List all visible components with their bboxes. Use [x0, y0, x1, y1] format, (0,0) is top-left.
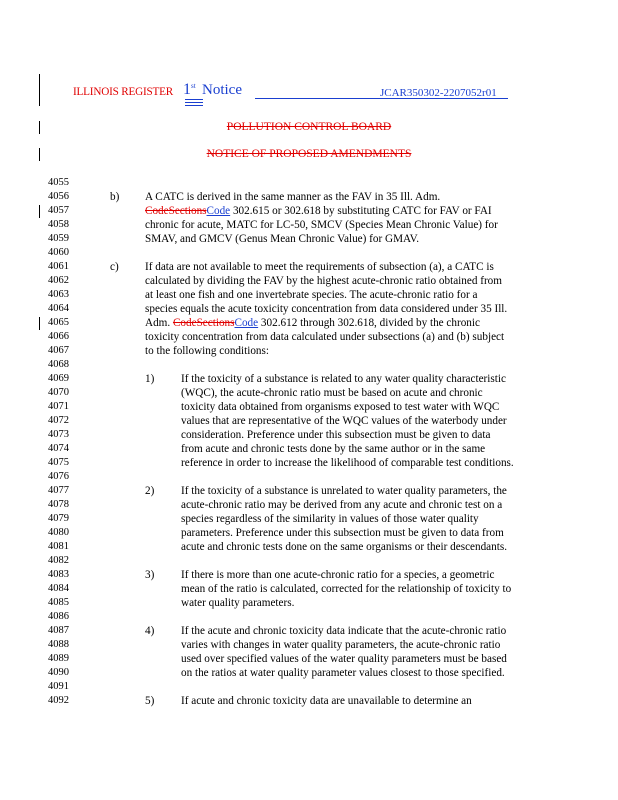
- item-line: consideration. Preference under this subsection must be given to data: [181, 429, 491, 441]
- line-number: 4064: [48, 303, 69, 314]
- item-line: on the ratios at water quality parameter values closest to those specified.: [181, 667, 505, 679]
- item-line: water quality parameters.: [181, 597, 295, 609]
- item-line: from acute and chronic tests done by the same author or in the same: [181, 443, 486, 455]
- item-label: 5): [145, 695, 155, 707]
- line-number: 4073: [48, 429, 69, 440]
- line-number: 4062: [48, 275, 69, 286]
- line-number: 4058: [48, 219, 69, 230]
- notice-label: Notice: [202, 82, 242, 98]
- change-bar: [39, 74, 40, 106]
- double-underline: [185, 99, 203, 100]
- item-line: acute and chronic tests done on the same organisms or their descendants.: [181, 541, 507, 553]
- register-number: 1st: [183, 81, 196, 98]
- line-number: 4077: [48, 485, 69, 496]
- line-number: 4080: [48, 527, 69, 538]
- line-number: 4086: [48, 611, 69, 622]
- item-line: If the toxicity of a substance is related to any water quality characteristic: [181, 373, 506, 385]
- item-line: mean of the ratio is calculated, corrected for the relationship of toxicity to: [181, 583, 512, 595]
- item-line: acute-chronic ratio may be derived from any acute and chronic test on a: [181, 499, 503, 511]
- line-number: 4091: [48, 681, 69, 692]
- item-line: If the acute and chronic toxicity data indicate that the acute-chronic ratio: [181, 625, 507, 637]
- line-number: 4065: [48, 317, 69, 328]
- item-label: 4): [145, 625, 155, 637]
- item-line: parameters. Preference under this subsection must be given to data from: [181, 527, 504, 539]
- subsection-b-line: A CATC is derived in the same manner as the FAV in 35 Ill. Adm.: [145, 191, 441, 203]
- item-line: used over specified values of the water quality parameters must be based: [181, 653, 507, 665]
- line-number: 4067: [48, 345, 69, 356]
- subsection-c-line: to the following conditions:: [145, 345, 269, 357]
- subsection-c-line: If data are not available to meet the requirements of subsection (a), a CATC is: [145, 261, 494, 273]
- line-number: 4060: [48, 247, 69, 258]
- subsection-c-line: Adm. CodeSectionsCode 302.612 through 302.618, divided by the chronic: [145, 317, 480, 329]
- line-number: 4071: [48, 401, 69, 412]
- line-number: 4084: [48, 583, 69, 594]
- line-number: 4072: [48, 415, 69, 426]
- subsection-b-line: chronic for acute, MATC for LC-50, SMCV (Species Mean Chronic Value) for: [145, 219, 498, 231]
- subsection-c-line: species equals the acute toxicity concentration from data considered under 35 Ill.: [145, 303, 508, 315]
- line-number: 4092: [48, 695, 69, 706]
- line-number: 4063: [48, 289, 69, 300]
- subsection-c-line: toxicity concentration from data calculated under subsections (a) and (b) subject: [145, 331, 505, 343]
- line-number: 4059: [48, 233, 69, 244]
- line-number: 4056: [48, 191, 69, 202]
- item-line: reference in order to increase the likelihood of comparable test conditions.: [181, 457, 514, 469]
- change-bar: [39, 205, 40, 218]
- subsection-c-label: c): [110, 261, 119, 273]
- line-number: 4087: [48, 625, 69, 636]
- double-underline: [185, 102, 203, 103]
- double-underline: [185, 105, 203, 106]
- item-label: 3): [145, 569, 155, 581]
- item-label: 2): [145, 485, 155, 497]
- line-number: 4089: [48, 653, 69, 664]
- board-title: POLLUTION CONTROL BOARD: [226, 121, 392, 133]
- change-bar: [39, 317, 40, 330]
- item-line: species regardless of the similarity in values of those water quality: [181, 513, 479, 525]
- item-line: If there is more than one acute-chronic ratio for a species, a geometric: [181, 569, 495, 581]
- line-number: 4074: [48, 443, 69, 454]
- item-line: (WQC), the acute-chronic ratio must be based on acute and chronic: [181, 387, 483, 399]
- line-number: 4081: [48, 541, 69, 552]
- item-label: 1): [145, 373, 155, 385]
- item-line: values that are representative of the WQC values of the waterbody under: [181, 415, 507, 427]
- line-number: 4068: [48, 359, 69, 370]
- line-number: 4075: [48, 457, 69, 468]
- line-number: 4090: [48, 667, 69, 678]
- item-line: varies with changes in water quality parameters, the acute-chronic ratio: [181, 639, 501, 651]
- jcar-code: JCAR350302-2207052r01: [380, 87, 497, 99]
- subsection-b-label: b): [110, 191, 120, 203]
- notice-title: NOTICE OF PROPOSED AMENDMENTS: [206, 148, 412, 160]
- line-number: 4055: [48, 177, 69, 188]
- register-title: ILLINOIS REGISTER: [73, 86, 174, 98]
- item-line: toxicity data obtained from organisms exposed to test water with WQC: [181, 401, 500, 413]
- line-number: 4070: [48, 387, 69, 398]
- line-number: 4085: [48, 597, 69, 608]
- line-number: 4061: [48, 261, 69, 272]
- subsection-b-line: CodeSectionsCode 302.615 or 302.618 by substituting CATC for FAV or FAI: [145, 205, 492, 217]
- subsection-c-line: calculated by dividing the FAV by the highest acute-chronic ratio obtained from: [145, 275, 502, 287]
- line-number: 4083: [48, 569, 69, 580]
- line-number: 4088: [48, 639, 69, 650]
- line-number: 4057: [48, 205, 69, 216]
- line-number: 4082: [48, 555, 69, 566]
- item-line: If acute and chronic toxicity data are unavailable to determine an: [181, 695, 472, 707]
- line-number: 4066: [48, 331, 69, 342]
- subsection-c-line: at least one fish and one invertebrate species. The acute-chronic ratio for a: [145, 289, 478, 301]
- line-number: 4069: [48, 373, 69, 384]
- line-number: 4079: [48, 513, 69, 524]
- line-number: 4078: [48, 499, 69, 510]
- subsection-b-line: SMAV, and GMCV (Genus Mean Chronic Value) for GMAV.: [145, 233, 420, 245]
- item-line: If the toxicity of a substance is unrelated to water quality parameters, the: [181, 485, 507, 497]
- line-number: 4076: [48, 471, 69, 482]
